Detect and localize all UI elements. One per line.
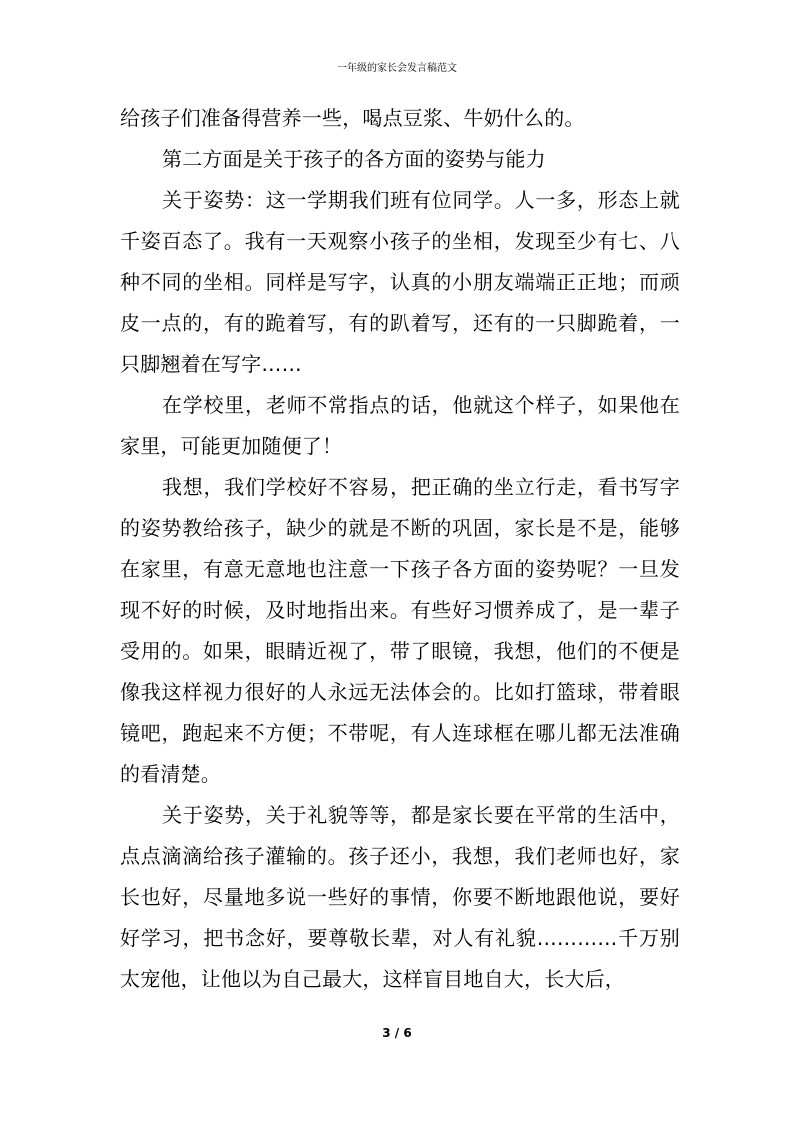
document-body <box>120 98 680 1000</box>
page-number: 3 / 6 <box>382 1026 412 1040</box>
paragraph-consolidation: 我想，我们学校好不容易，把正确的坐立行走，看书写字的姿势教给孩子，缺少的就是不断的巩固，家长是不是，能够在家里，有意无意地也注意一下孩子各方面的姿势呢？一旦发现不好的时候，及时地指出来。有些好习惯养成了，是一辈子受用的。如果，眼睛近视了，带了眼镜，我想，他们的不便是像我这样视力很好的人永远无法体会的。比如打篮球，带着眼镜吧，跑起来不方便；不带呢，有人连球框在哪儿都无法准确的看清楚。 <box>120 475 680 786</box>
page-footer <box>0 1026 794 1040</box>
paragraph-continued: 给孩子们准备得营养一些，喝点豆浆、牛奶什么的。 <box>120 106 585 130</box>
document-title: 一年级的家长会发言稿范文 <box>337 63 457 74</box>
paragraph-posture: 关于姿势：这一学期我们班有位同学。人一多，形态上就千姿百态了。我有一天观察小孩子的坐相，发现至少有七、八种不同的坐相。同样是写字，认真的小朋友端端正正地；而顽皮一点的，有的跪着写，有的趴着写，还有的一只脚跪着，一只脚翘着在写字…… <box>120 188 680 376</box>
paragraph-manners: 关于姿势，关于礼貌等等，都是家长要在平常的生活中，点点滴滴给孩子灌输的。孩子还小，我想，我们老师也好，家长也好，尽量地多说一些好的事情，你要不断地跟他说，要好好学习，把书念好，要尊敬长辈，对人有礼貌…………千万别太宠他，让他以为自己最大，这样盲目地自大，长大后， <box>120 803 680 991</box>
page-header <box>0 63 794 75</box>
paragraph-section-heading: 第二方面是关于孩子的各方面的姿势与能力 <box>162 147 546 171</box>
paragraph-at-school: 在学校里，老师不常指点的话，他就这个样子，如果他在家里，可能更加随便了！ <box>120 393 680 458</box>
